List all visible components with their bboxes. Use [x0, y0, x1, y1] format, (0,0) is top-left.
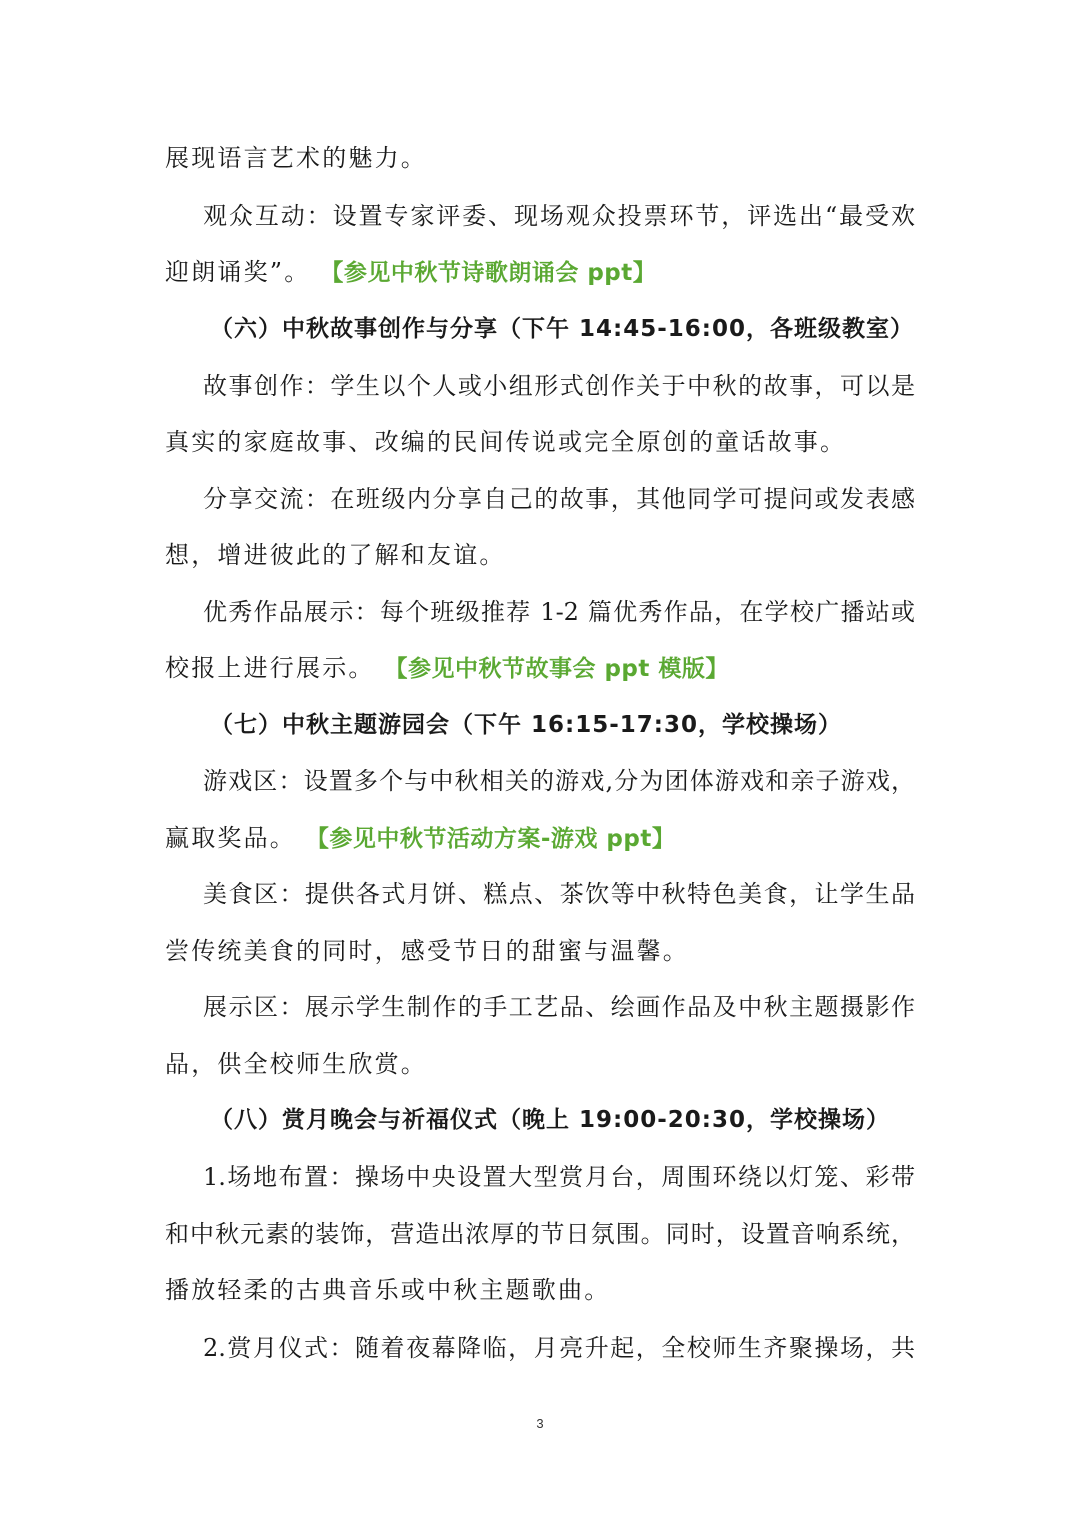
paragraph-line: 展现语言艺术的魅力。: [165, 144, 427, 172]
paragraph-line: 播放轻柔的古典音乐或中秋主题歌曲。: [165, 1276, 611, 1304]
paragraph-text: 校报上进行展示。: [165, 654, 375, 682]
reference-link[interactable]: 【参见中秋节故事会 ppt 模版】: [384, 656, 729, 682]
paragraph-line: [165, 652, 915, 685]
paragraph-line: 真实的家庭故事、改编的民间传说或完全原创的童话故事。: [165, 428, 847, 456]
paragraph-line: 1.场地布置：操场中央设置大型赏月台，周围环绕以灯笼、彩带: [203, 1163, 915, 1191]
paragraph-line: 想，增进彼此的了解和友谊。: [165, 541, 506, 569]
paragraph-line: 游戏区：设置多个与中秋相关的游戏,分为团体游戏和亲子游戏，: [203, 767, 915, 795]
paragraph-line: 故事创作：学生以个人或小组形式创作关于中秋的故事，可以是: [203, 372, 915, 400]
paragraph-line: 和中秋元素的装饰，营造出浓厚的节日氛围。同时，设置音响系统，: [165, 1220, 915, 1248]
paragraph-line: 美食区：提供各式月饼、糕点、茶饮等中秋特色美食，让学生品: [203, 880, 915, 908]
section-heading: （七）中秋主题游园会（下午 16:15-17:30，学校操场）: [210, 712, 842, 738]
paragraph-line: 分享交流：在班级内分享自己的故事，其他同学可提问或发表感: [203, 485, 915, 513]
section-heading: （六）中秋故事创作与分享（下午 14:45-16:00，各班级教室）: [210, 316, 914, 342]
page-number: 3: [536, 1416, 544, 1431]
reference-link[interactable]: 【参见中秋节诗歌朗诵会 ppt】: [320, 260, 657, 286]
paragraph-line: 展示区：展示学生制作的手工艺品、绘画作品及中秋主题摄影作: [203, 993, 915, 1021]
paragraph-text: 迎朗诵奖”。: [165, 258, 311, 286]
paragraph-line: 品，供全校师生欣赏。: [165, 1050, 427, 1078]
paragraph-line: 观众互动：设置专家评委、现场观众投票环节，评选出“最受欢: [203, 202, 915, 230]
reference-link[interactable]: 【参见中秋节活动方案-游戏 ppt】: [305, 826, 676, 852]
paragraph-text: 赢取奖品。: [165, 824, 296, 852]
paragraph-line: 尝传统美食的同时，感受节日的甜蜜与温馨。: [165, 937, 689, 965]
paragraph-line: [165, 256, 915, 289]
paragraph-line: 2.赏月仪式：随着夜幕降临，月亮升起，全校师生齐聚操场，共: [203, 1334, 915, 1362]
section-heading: （八）赏月晚会与祈福仪式（晚上 19:00-20:30，学校操场）: [210, 1107, 890, 1133]
paragraph-line: 优秀作品展示：每个班级推荐 1-2 篇优秀作品，在学校广播站或: [203, 598, 915, 626]
paragraph-line: [165, 822, 915, 855]
